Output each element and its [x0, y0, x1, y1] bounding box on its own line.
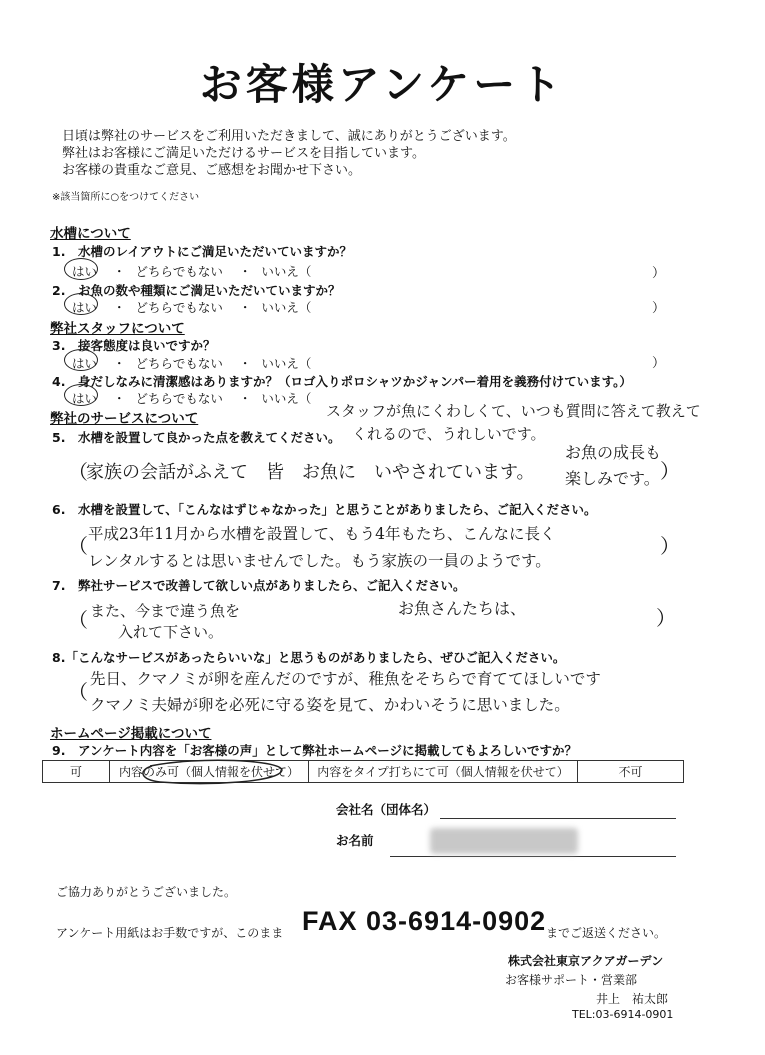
question-9: 9. アンケート内容を「お客様の声」として弊社ホームページに掲載してもよろしいですか？	[52, 743, 577, 758]
q4-no[interactable]: いいえ（	[261, 391, 312, 406]
q1-either[interactable]: どちらでもない	[135, 264, 223, 279]
question-6: 6. 水槽を設置して、「こんなはずじゃなかった」と思うことがありましたら、ご記入ください。	[52, 502, 597, 517]
contact-person: 井上 祐太郎	[596, 992, 669, 1006]
name-field-label: お名前	[336, 833, 374, 848]
publish-option-allow[interactable]: 可	[43, 761, 110, 783]
company-name: 株式会社東京アクアガーデン	[508, 954, 664, 968]
question-4: 4. 身だしなみに清潔感はありますか？（ロゴ入りポロシャツかジャンパー着用を義務付けています。）	[52, 374, 632, 389]
q4-either[interactable]: どちらでもない	[135, 391, 223, 406]
q4-yes[interactable]: はい	[72, 391, 98, 406]
thanks-message: ご協力ありがとうございました。	[56, 885, 237, 899]
q2-either[interactable]: どちらでもない	[135, 300, 223, 315]
question-1: 1. 水槽のレイアウトにご満足いただいていますか？	[52, 244, 352, 259]
section-tank-heading: 水槽について	[50, 226, 131, 242]
q2-options: はい ・ どちらでもない ・ いいえ（	[72, 300, 312, 315]
fax-suffix: までご返送ください。	[546, 926, 667, 940]
q1-options: はい ・ どちらでもない ・ いいえ（	[72, 264, 312, 279]
redacted-name	[430, 828, 578, 854]
answer-6-line-2: レンタルするとは思いませんでした。もう家族の一員のようです。	[88, 552, 551, 570]
question-5: 5. 水槽を設置して良かった点を教えてください。	[52, 430, 341, 445]
q3-yes[interactable]: はい	[72, 356, 98, 371]
question-3: 3. 接客態度は良いですか？	[52, 338, 216, 353]
answer-5-side-1: お魚の成長も	[565, 443, 662, 462]
company-field-label: 会社名（団体名）	[336, 802, 437, 817]
publish-option-typed[interactable]: 内容をタイプ打ちにて可（個人情報を伏せて）	[309, 761, 578, 783]
q2-yes-circle	[64, 293, 98, 315]
q2-no[interactable]: いいえ（	[261, 300, 312, 315]
intro-line-2: 弊社はお客様にご満足いただけるサービスを目指しています。	[62, 146, 425, 161]
company-field-line[interactable]	[440, 818, 676, 819]
question-7: 7. 弊社サービスで改善して欲しい点がありましたら、ご記入ください。	[52, 578, 466, 593]
question-8: 8.「こんなサービスがあったらいいな」と思うものがありましたら、ぜひご記入ください。	[52, 650, 566, 665]
answer-6-line-1: 平成23年11月から水槽を設置して、もう4年もたち、こんなに長く	[88, 525, 556, 543]
page-title: お客様アンケート	[199, 60, 566, 109]
answer-5-note-1: スタッフが魚にくわしくて、いつも質問に答えて教えて	[326, 402, 701, 420]
intro-line-1: 日頃は弊社のサービスをご利用いただきまして、誠にありがとうございます。	[62, 129, 516, 144]
answer-5-note-2: くれるので、うれしいです。	[352, 425, 546, 443]
section-staff-heading: 弊社スタッフについて	[50, 321, 185, 337]
q3-either[interactable]: どちらでもない	[135, 356, 223, 371]
department: お客様サポート・営業部	[505, 973, 638, 987]
hand-circle-mark	[130, 756, 290, 798]
q1-yes[interactable]: はい	[72, 264, 98, 279]
publish-option-content-only[interactable]: 内容のみ可（個人情報を伏せて）	[110, 761, 309, 783]
answer-8-line-2: クマノミ夫婦が卵を必死に守る姿を見て、かわいそうに思いました。	[90, 696, 570, 714]
name-field-line[interactable]	[390, 856, 676, 857]
q2-yes[interactable]: はい	[72, 300, 98, 315]
q4-yes-circle	[64, 384, 98, 406]
intro-line-3: お客様の貴重なご意見、ご感想をお聞かせ下さい。	[62, 163, 362, 178]
question-2: 2. お魚の数や種類にご満足いただいていますか？	[52, 283, 341, 298]
q1-yes-circle	[64, 258, 98, 280]
fax-number: FAX 03-6914-0902	[302, 906, 547, 936]
answer-5-side-2: 楽しみです。	[565, 469, 660, 488]
answer-7-line-1: また、今まで違う魚を	[90, 602, 241, 620]
section-homepage-heading: ホームページ掲載について	[50, 726, 212, 742]
fax-prefix: アンケート用紙はお手数ですが、このまま	[56, 926, 284, 940]
q3-no[interactable]: いいえ（	[261, 356, 312, 371]
instruction-note: ※該当箇所に○をつけてください	[52, 192, 200, 203]
q4-options: はい ・ どちらでもない ・ いいえ（	[72, 391, 312, 406]
answer-7-side: お魚さんたちは、	[398, 599, 527, 618]
answer-5-main: 家族の会話がふえて 皆 お魚に いやされています。	[86, 462, 535, 483]
answer-7-line-2: 入れて下さい。	[118, 623, 224, 641]
q3-options: はい ・ どちらでもない ・ いいえ（	[72, 356, 312, 371]
q3-yes-circle	[64, 349, 98, 371]
q1-no[interactable]: いいえ（	[261, 264, 312, 279]
contact-tel: TEL:03-6914-0901	[572, 1008, 674, 1021]
answer-8-line-1: 先日、クマノミが卵を産んだのですが、稚魚をそちらで育ててほしいです	[90, 670, 601, 688]
section-service-heading: 弊社のサービスについて	[50, 411, 199, 427]
publish-option-deny[interactable]: 不可	[578, 761, 684, 783]
